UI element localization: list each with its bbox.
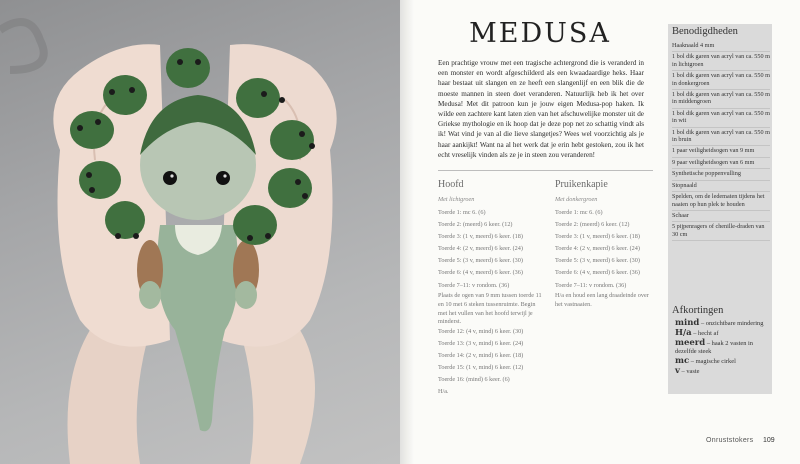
round-row: Toerde 15: (1 v, mind) 6 keer. (12): [438, 364, 524, 372]
round-row: H/a.: [438, 388, 449, 396]
page-title: MEDUSA: [469, 18, 611, 49]
abbreviation-term: v: [675, 366, 680, 376]
intro-paragraph: Een prachtige vrouw met een tragische achtergrond die is veranderd in een monster en wordt afgeschilderd als een kwaadaardige heks. Haar haar bestaat uit slangen en ze heeft een slangenlijf en een blik die de moeste mannen in steen doet veranderen. Natuurlijk heb ik het over Medusa! Met dit patroon kun je jouw eigen Medusa-pop haken. Ik wilde een zachtere kant laten zien van het afschuwelijke monster uit de Griekse mythologie en ik hoop dat je deze pop net zo schattig vindt als ik! Wat vind je van al die lieve slangetjes? Wees wel voorzichtig als je haar aankijkt! Want na al het werk dat je erin hebt gestoken, zou ik het echt vreselijk vinden als ze je in steen zou veranderen!: [438, 59, 644, 159]
material-item: 1 bol dik garen van acryl van ca. 550 m in bruin: [672, 128, 770, 147]
abbreviation-desc: – vaste: [679, 368, 700, 375]
head-note: Plaats de ogen van 9 mm tussen toerde 11 en 10 met 6 steken tussenruimte. Begin met het vullen van het hoofd terwijl je minderst.: [438, 292, 542, 326]
page-number: 109: [763, 437, 775, 444]
section-divider: [438, 170, 653, 171]
round-row: Toerde 14: (2 v, mind) 6 keer. (18): [438, 352, 524, 360]
material-item: 1 bol dik garen van acryl van ca. 550 m in lichtgroen: [672, 52, 770, 71]
round-row: Toerde 4: (2 v, meerd) 6 keer. (24): [555, 245, 640, 253]
round-row: Toerde 7–11: v rondom. (36): [438, 281, 510, 289]
abbreviation-item: [675, 357, 770, 366]
round-row: Toerde 1: mc 6. (6): [555, 209, 603, 216]
hood-heading: Pruikenkapie: [555, 179, 608, 190]
abbreviation-term: mind: [675, 318, 700, 328]
round-row: Toerde 2: (meerd) 6 keer. (12): [438, 221, 513, 229]
abbreviations-heading: Afkortingen: [672, 305, 724, 316]
abbreviation-term: meerd: [675, 338, 706, 348]
abbreviation-term: mc: [675, 356, 690, 366]
head-rounds-list-2: [438, 326, 523, 399]
round-row: Toerde 3: (1 v, meerd) 6 keer. (18): [555, 233, 640, 241]
material-item: Schaar: [672, 211, 770, 222]
material-item: Synthetische poppenvulling: [672, 169, 770, 180]
abbreviation-desc: – haak 2 vasten in dezelfde steek: [675, 340, 753, 355]
round-row: Toerde 3: (1 v, meerd) 6 keer. (18): [438, 233, 523, 241]
head-heading: Hoofd: [438, 179, 464, 190]
round-row: Toerde 12: (4 v, mind) 6 keer. (30): [438, 328, 524, 335]
abbreviation-desc: – magische cirkel: [689, 358, 736, 365]
material-item: 5 pijpenragers of chenille-draden van 30 cm: [672, 222, 770, 241]
material-item: 1 bol dik garen van acryl van ca. 550 m in middengroen: [672, 90, 770, 109]
materials-heading: Benodigdheden: [672, 26, 738, 37]
hood-rounds-list: [555, 207, 640, 292]
material-item: 1 paar veiligheidsogen van 9 mm: [672, 146, 770, 157]
page-gutter: [400, 0, 414, 464]
footer-section-name: Onruststokers: [706, 437, 754, 444]
material-item: Haaknaald 4 mm: [672, 41, 770, 52]
abbreviation-desc: – hecht af: [691, 330, 719, 337]
abbreviation-term: H/a: [675, 328, 692, 338]
abbreviation-item: [675, 329, 770, 338]
hood-note: H/a en houd een lang draadeinde over het vastnaaien.: [555, 292, 649, 308]
round-row: Toerde 5: (3 v, meerd) 6 keer. (30): [438, 257, 523, 265]
round-row: Toerde 6: (4 v, meerd) 6 keer. (36): [555, 269, 640, 277]
head-rounds-list: [438, 207, 523, 292]
round-row: Toerde 5: (3 v, meerd) 6 keer. (30): [555, 257, 640, 265]
round-row: Toerde 13: (3 v, mind) 6 keer. (24): [438, 340, 524, 348]
material-item: 1 bol dik garen van acryl van ca. 550 m in donkergroen: [672, 71, 770, 90]
round-row: Toerde 1: mc 6. (6): [438, 209, 486, 216]
abbreviations-list: [675, 319, 770, 377]
round-row: Toerde 16: (mind) 6 keer. (6): [438, 376, 510, 384]
round-row: Toerde 6: (4 v, meerd) 6 keer. (36): [438, 269, 523, 277]
material-item: Stopnaald: [672, 181, 770, 192]
hood-subheading: Met donkergroen: [555, 196, 598, 203]
materials-list: [672, 41, 770, 241]
abbreviation-item: [675, 367, 770, 376]
round-row: Toerde 4: (2 v, meerd) 6 keer. (24): [438, 245, 523, 253]
round-row: Toerde 2: (meerd) 6 keer. (12): [555, 221, 630, 229]
round-row: Toerde 7–11: v rondom. (36): [555, 281, 627, 289]
abbreviation-desc: – onzichtbare mindering: [699, 320, 764, 327]
material-item: Spelden, om de ledematen tijdens het naaien op hun plek te houden: [672, 192, 770, 211]
material-item: 1 bol dik garen van acryl van ca. 550 m in wit: [672, 109, 770, 128]
abbreviation-item: [675, 319, 770, 328]
head-subheading: Met lichtgroen: [438, 196, 475, 203]
material-item: 9 paar veiligheidsogen van 6 mm: [672, 158, 770, 169]
abbreviation-item: [675, 339, 770, 356]
